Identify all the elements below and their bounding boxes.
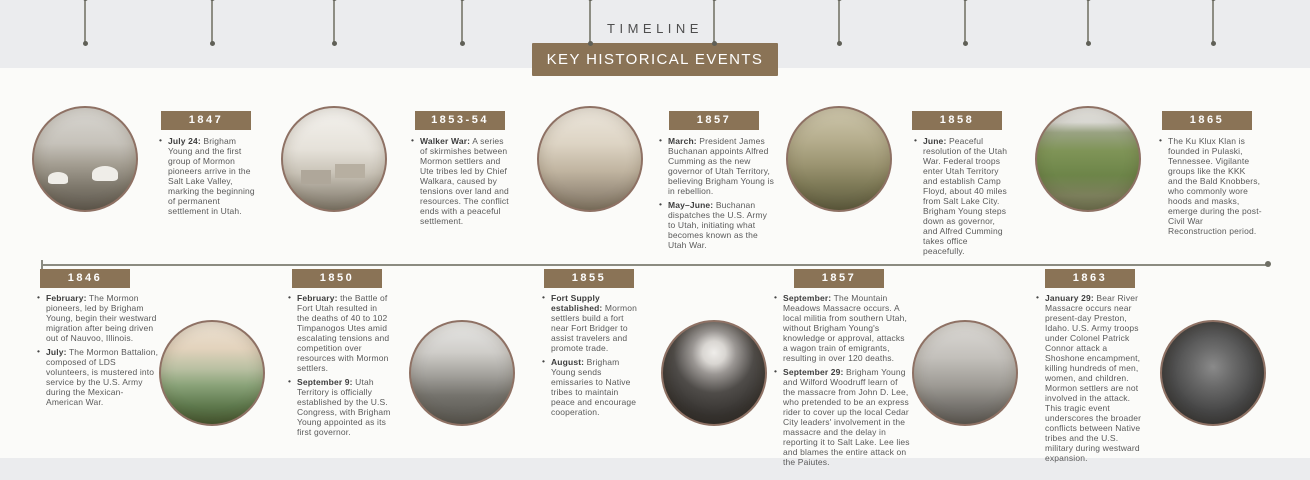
event-bullet: • February: The Mormon pioneers, led by Brigham Young, begin their westward migration after being driven out of Nauvoo, Illinois. [36, 293, 160, 343]
camp-floyd-photo [912, 320, 1018, 426]
connector-1853-54 [461, 0, 463, 42]
event-bullet: • September 9: Utah Territory is officially established by the U.S. Congress, with Brigham Young appointed as its first governor. [287, 377, 391, 437]
james-buchanan-portrait [661, 320, 767, 426]
event-bullet: • February: the Battle of Fort Utah resulted in the deaths of 40 to 102 Timpanogos Utes amid escalating tensions and competition over resources with Mormon settlers. [287, 293, 391, 373]
event-text-1853-54 [410, 136, 512, 230]
year-badge-1857-meadows: 1857 [794, 269, 884, 288]
connector-1858 [964, 0, 966, 42]
event-text-1865 [1158, 136, 1262, 240]
connector-1857-utah-war [713, 0, 715, 42]
event-text-1855 [541, 293, 637, 421]
eyebrow-label: TIMELINE [607, 21, 703, 36]
year-badge-1853-54: 1853-54 [415, 111, 505, 130]
event-bullet: • May–June: Buchanan dispatches the U.S. Army to Utah, initiating what becomes known as the Utah War. [658, 200, 774, 250]
event-bullet: • August: Brigham Young sends emissaries to Native tribes to maintain peace and encourage cooperation. [541, 357, 637, 417]
year-badge-1847: 1847 [161, 111, 251, 130]
year-badge-1857-utah-war: 1857 [669, 111, 759, 130]
event-text-1857-utah-war [658, 136, 774, 254]
event-bullet: • The Ku Klux Klan is founded in Pulaski, Tennessee. Vigilante groups like the KKK and the Bald Knobbers, who commonly wore hoods and masks, emerge during the post-Civil War Reconstruction period. [1158, 136, 1262, 236]
event-bullet: • June: Peaceful resolution of the Utah War. Federal troops enter Utah Territory and establish Camp Floyd, about 40 miles from Salt Lake City. Brigham Young steps down as governor, and Alfred Cumming takes office peacefully. [913, 136, 1009, 256]
mountain-valley-photo [409, 320, 515, 426]
salt-lake-valley-painting [159, 320, 265, 426]
header [0, 0, 1310, 76]
timeline-line [42, 264, 1270, 266]
year-badge-1846: 1846 [40, 269, 130, 288]
bear-river-site-photo [1035, 106, 1141, 212]
event-bullet: • March: President James Buchanan appoints Alfred Cumming as the new governor of Utah Territory, believing Brigham Young is in rebellion. [658, 136, 774, 196]
year-badge-1863: 1863 [1045, 269, 1135, 288]
event-bullet: • July 24: Brigham Young and the first group of Mormon pioneers arrive in the Salt Lake Valley, marking the beginning of permanent settlement in Utah. [158, 136, 258, 216]
event-text-1850 [287, 293, 391, 441]
covered-wagon-pioneers-photo [32, 106, 138, 212]
event-bullet: • Fort Supply established: Mormon settlers build a fort near Fort Bridger to assist travelers and promote trade. [541, 293, 637, 353]
page-title: KEY HISTORICAL EVENTS [532, 43, 779, 76]
year-badge-1865: 1865 [1162, 111, 1252, 130]
mountain-meadows-painting [786, 106, 892, 212]
connector-1855 [589, 0, 591, 42]
connector-1850 [333, 0, 335, 42]
settlement-plan-drawing [537, 106, 643, 212]
event-text-1857-meadows [773, 293, 911, 471]
event-bullet: • September: The Mountain Meadows Massacre occurs. A local militia from southern Utah, without Brigham Young's knowledge or approval, attacks a wagon train of emigrants, resulting in over 120 deaths. [773, 293, 911, 363]
event-bullet: • Walker War: A series of skirmishes between Mormon settlers and Ute tribes led by Chief Walkara, caused by tensions over land and resources. The conflict ends with a peaceful settlement. [410, 136, 512, 226]
connector-1847 [211, 0, 213, 42]
event-bullet: • July: The Mormon Battalion, composed of LDS volunteers, is mustered into service by the U.S. Army during the Mexican-American War. [36, 347, 160, 407]
event-text-1846 [36, 293, 160, 411]
event-bullet: • January 29: Bear River Massacre occurs near present-day Preston, Idaho. U.S. Army troops under Colonel Patrick Connor attack a Shoshone encampment, killing hundreds of men, women, and children. Mormon settlers are not involved in the attack. This tragic event underscores the broader conflicts between Native tribes and the U.S. military during westward expansion. [1035, 293, 1147, 463]
event-text-1847 [158, 136, 258, 220]
connector-1865 [1212, 0, 1214, 42]
connector-1857-meadows [838, 0, 840, 42]
year-badge-1850: 1850 [292, 269, 382, 288]
event-bullet: • September 29: Brigham Young and Wilford Woodruff learn of the massacre from John D. Lee, who pretended to be an express rider to cover up the local Cedar City leaders' involvement in the massacre and the delay in reporting it to Salt Lake. Lee lies and blames the entire attack on the Paiutes. [773, 367, 911, 467]
timeline-end-dot [1265, 261, 1271, 267]
kkk-illustration [1160, 320, 1266, 426]
year-badge-1855: 1855 [544, 269, 634, 288]
connector-1846 [84, 0, 86, 42]
event-text-1858 [913, 136, 1009, 260]
year-badge-1858: 1858 [912, 111, 1002, 130]
event-text-1863 [1035, 293, 1147, 467]
fort-utah-engraving [281, 106, 387, 212]
connector-1863 [1087, 0, 1089, 42]
